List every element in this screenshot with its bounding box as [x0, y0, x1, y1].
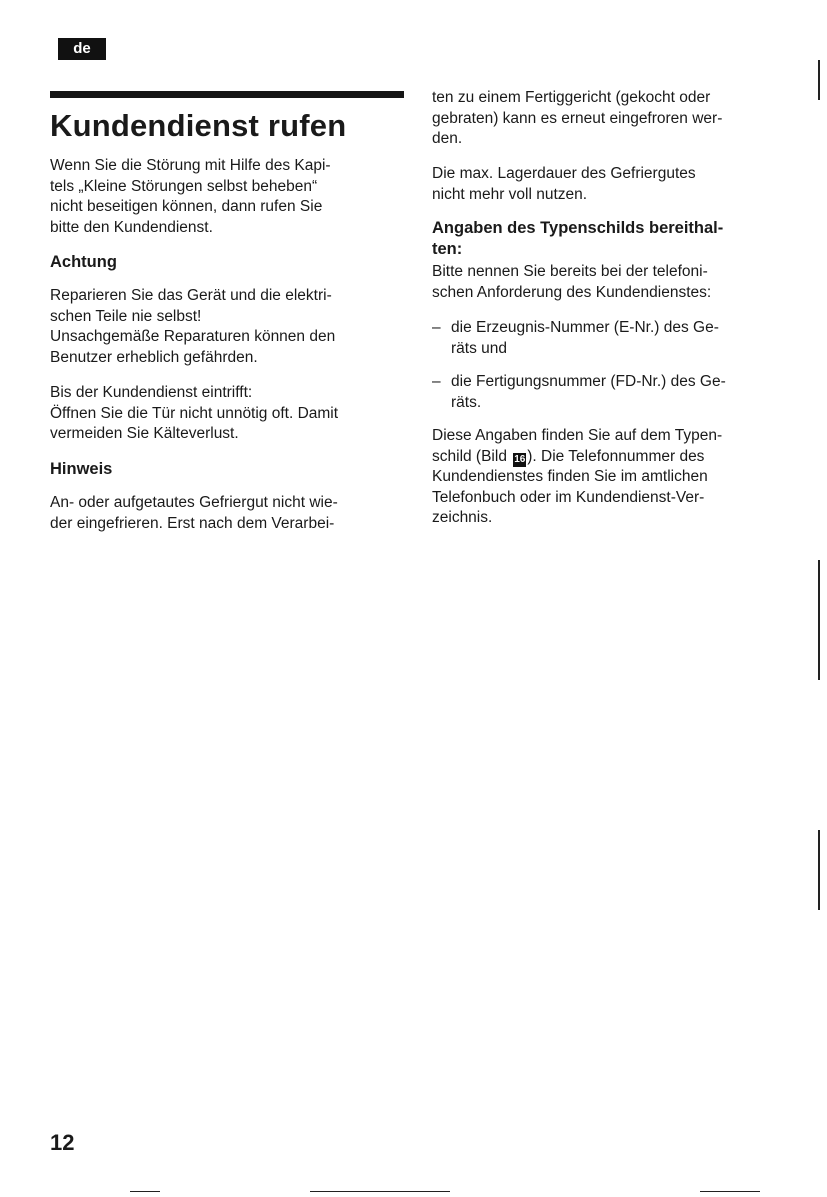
- location-text-before: Diese Angaben finden Sie auf dem Typen- schild (Bild: [432, 427, 723, 465]
- page-title: Kundendienst rufen: [50, 108, 347, 143]
- nameplate-intro-text: Bitte nennen Sie bereits bei der telefoni- schen Anforderung des Kundendienstes:: [432, 263, 712, 301]
- storage-paragraph: [432, 164, 792, 205]
- note-text: An- oder aufgetautes Gefriergut nicht wie- der eingefrieren. Erst nach dem Verarbei-: [50, 494, 338, 532]
- location-text: [432, 426, 792, 529]
- intro-paragraph: [50, 156, 410, 238]
- warning-section: [50, 252, 410, 273]
- scan-edge-mark: [310, 1191, 450, 1192]
- list-item: – die Fertigungsnummer (FD-Nr.) des Ge- räts.: [432, 372, 792, 413]
- info-list-items: [432, 318, 792, 413]
- nameplate-heading: Angaben des Typenschilds bereithal- ten:: [432, 219, 724, 258]
- warning-paragraph: [50, 286, 410, 368]
- warning-heading: Achtung: [50, 253, 117, 271]
- until-text: Bis der Kundendienst eintrifft: Öffnen Sie die Tür nicht unnötig oft. Damit vermeiden Sie Kälteverlust.: [50, 384, 339, 442]
- continuation-text: ten zu einem Fertiggericht (gekocht oder gebraten) kann es erneut eingefroren wer- den.: [432, 89, 723, 147]
- note-heading: Hinweis: [50, 460, 113, 478]
- scan-edge-mark: [818, 560, 820, 680]
- location-text-after: ). Die Telefonnummer des Kundendienstes finden Sie im amtlichen Telefonbuch oder im Kundendienst-Ver- zeichnis.: [432, 447, 708, 526]
- note-paragraph: [50, 493, 410, 534]
- note-section: [50, 459, 410, 480]
- nameplate-intro-paragraph: [432, 262, 792, 303]
- storage-text: Die max. Lagerdauer des Gefriergutes nicht mehr voll nutzen.: [432, 165, 696, 203]
- title-rule: [50, 91, 404, 98]
- scan-edge-mark: [818, 830, 820, 910]
- list-item: – die Erzeugnis-Nummer (E-Nr.) des Ge- räts und: [432, 318, 792, 359]
- continuation-paragraph: [432, 88, 792, 150]
- page-number: 12: [50, 1130, 75, 1155]
- until-paragraph: [50, 383, 410, 445]
- warning-text: Reparieren Sie das Gerät und die elektri- schen Teile nie selbst! Unsachgemäße Reparaturen können den Benutzer erheblich gefährden.: [50, 287, 336, 366]
- intro-text: Wenn Sie die Störung mit Hilfe des Kapi- tels „Kleine Störungen selbst beheben“ nicht beseitigen können, dann rufen Sie bitte den Kundendienst.: [50, 157, 331, 236]
- language-tab: de: [58, 38, 106, 60]
- figure-reference-badge: 16: [514, 453, 526, 465]
- location-paragraph: [432, 426, 792, 529]
- info-list: [432, 318, 792, 413]
- scan-edge-mark: [130, 1191, 160, 1192]
- nameplate-section: [432, 218, 792, 259]
- scan-edge-mark: [700, 1191, 760, 1192]
- scan-edge-mark: [818, 60, 820, 100]
